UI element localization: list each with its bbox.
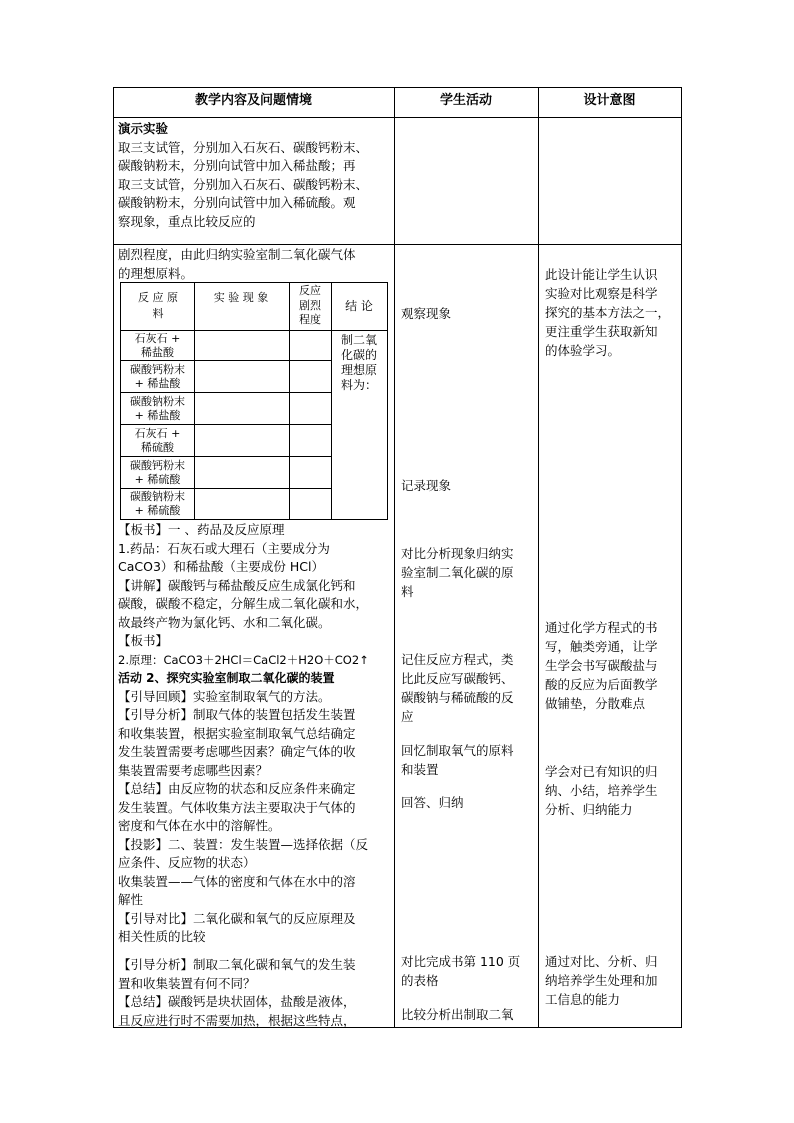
row2-intro-line: 的理想原料。 — [118, 265, 194, 281]
design-intent-line: 工信息的能力 — [545, 992, 621, 1007]
inner-row-material: + 稀盐酸 — [134, 409, 181, 422]
inner-conclusion-text: 料为： — [340, 378, 377, 392]
inner-row-material: 稀硫酸 — [141, 441, 174, 454]
inner-row-material: + 稀盐酸 — [134, 377, 181, 390]
content-line: 解性 — [118, 892, 144, 907]
student-activity-line: 对比分析现象归纳实 — [401, 546, 514, 561]
design-intent-line: 生学会书写碳酸盐与 — [545, 658, 658, 673]
student-activity-line: 观察现象 — [401, 306, 452, 321]
col-divider-2 — [538, 87, 539, 1028]
content-line: 和收集装置，根据实验室制取氧气总结确定 — [118, 725, 356, 741]
activity-2-title: 活动 2、探究实验室制取二氧化碳的装置 — [118, 671, 335, 685]
content-line: 发生装置需要考虑哪些因素？确定气体的收 — [118, 744, 356, 759]
inner-header-phenomenon: 实 验 现 象 — [213, 291, 269, 304]
content-line: 收集装置——气体的密度和气体在水中的溶 — [118, 873, 356, 889]
design-intent-line: 探究的基本方法之一， — [545, 305, 671, 320]
inner-header-conclusion: 结 论 — [345, 299, 373, 313]
inner-conclusion-text: 化碳的 — [340, 348, 377, 362]
design-intent-line: 分析、归纳能力 — [545, 802, 633, 817]
content-line: 【板书】一 、药品及反应原理 — [118, 522, 285, 537]
header-bottom-border — [113, 117, 682, 118]
content-line: 【总结】由反应物的状态和反应条件来确定 — [118, 781, 356, 796]
student-activity-line: 记住反应方程式，类 — [401, 652, 514, 667]
inner-row-material: 碳酸钠粉末 — [130, 395, 185, 408]
content-line: 碳酸，碳酸不稳定，分解生成二氧化碳和水， — [118, 596, 369, 611]
table-top-border — [113, 87, 682, 88]
student-activity-line: 料 — [401, 584, 414, 599]
design-intent-line: 实验对比观察是科学 — [545, 286, 658, 301]
inner-conclusion-text: 制二氧 — [340, 333, 377, 347]
student-activity-line: 碳酸钠与稀硫酸的反 — [401, 690, 514, 705]
content-line: 故最终产物为氯化钙、水和二氧化碳。 — [118, 614, 331, 630]
inner-row-material: 碳酸钙粉末 — [130, 459, 185, 472]
design-intent-line: 此设计能让学生认识 — [545, 267, 658, 282]
content-line: 【讲解】碳酸钙与稀盐酸反应生成氯化钙和 — [118, 577, 356, 593]
content-line: 发生装置。气体收集方法主要取决于气体的 — [118, 799, 356, 815]
content-line: CaCO3）和稀盐酸（主要成份 HCl） — [118, 559, 324, 574]
content-line: 应条件、反应物的状态） — [118, 855, 256, 870]
row1-line: 取三支试管，分别加入石灰石、碳酸钙粉末、 — [118, 176, 369, 192]
row2-intro-line: 剧烈程度，由此归纳实验室制二氧化碳气体 — [118, 247, 356, 262]
content-line: 集装置需要考虑哪些因素？ — [118, 762, 269, 778]
design-intent-line: 学会对已有知识的归 — [545, 764, 658, 779]
student-activity-line: 比较分析出制取二氧 — [401, 1007, 514, 1022]
design-intent-line: 纳培养学生处理和加 — [545, 973, 658, 988]
header-content-column: 教学内容及问题情境 — [194, 93, 312, 108]
design-intent-line: 纳、小结，培养学生 — [545, 783, 658, 798]
student-activity-line: 验室制二氧化碳的原 — [401, 565, 514, 580]
inner-header-intensity: 反应剧烈程度 — [299, 284, 321, 326]
content-line: 【引导分析】制取二氧化碳和氧气的发生装 — [118, 957, 356, 972]
student-activity-line: 和装置 — [401, 762, 439, 777]
design-intent-line: 写，触类旁通，让学 — [545, 639, 658, 654]
content-line: 【板书】 — [118, 633, 169, 648]
design-intent-line: 通过化学方程式的书 — [545, 620, 658, 635]
table-right-border — [681, 87, 682, 1028]
content-line: 【引导对比】二氧化碳和氧气的反应原理及 — [118, 910, 356, 926]
inner-header-material: 反 应 原 料 — [138, 291, 178, 320]
inner-row-material: 稀盐酸 — [141, 346, 174, 359]
row1-line: 碳酸钠粉末，分别向试管中加入稀盐酸；再 — [118, 158, 356, 173]
design-intent-line: 通过对比、分析、归 — [545, 954, 658, 969]
reaction-equation: 2.原理：CaCO3＋2HCl＝CaCl2＋H2O＋CO2↑ — [118, 652, 369, 667]
design-intent-line: 做铺垫，分散难点 — [545, 696, 646, 711]
student-activity-line: 回忆制取氧气的原料 — [401, 743, 514, 758]
inner-row-material: + 稀硫酸 — [134, 473, 181, 486]
row1-line: 碳酸钠粉末，分别向试管中加入稀硫酸。观 — [118, 195, 356, 210]
student-activity-line: 比此反应写碳酸钙、 — [401, 671, 514, 686]
inner-row-material: 石灰石 + — [134, 332, 181, 345]
student-activity-line: 的表格 — [401, 973, 439, 988]
inner-row-material: + 稀硫酸 — [134, 504, 181, 517]
inner-row-material: 碳酸钠粉末 — [130, 490, 185, 503]
content-line: 且反应进行时不需要加热，根据这些特点， — [118, 1012, 356, 1028]
demo-experiment-title: 演示实验 — [118, 121, 169, 136]
header-design-column: 设计意图 — [583, 93, 636, 108]
content-line: 1.药品：石灰石或大理石（主要成分为 — [118, 540, 330, 556]
inner-row-material: 石灰石 + — [134, 427, 181, 440]
student-activity-line: 记录现象 — [401, 478, 452, 493]
row1-bottom-border — [113, 244, 682, 245]
student-activity-line: 应 — [401, 709, 414, 724]
header-student-column: 学生活动 — [439, 93, 492, 108]
inner-row-material: 碳酸钙粉末 — [130, 363, 185, 376]
design-intent-line: 更注重学生获取新知 — [545, 324, 658, 339]
table-left-border — [113, 87, 114, 1028]
content-line: 置和收集装置有何不同？ — [118, 975, 256, 991]
row1-line: 取三支试管，分别加入石灰石、碳酸钙粉末、 — [118, 139, 369, 155]
content-line: 相关性质的比较 — [118, 929, 206, 944]
content-line: 【引导分析】制取气体的装置包括发生装置 — [118, 707, 356, 722]
content-line: 【投影】二、装置：发生装置—选择依据（反 — [118, 836, 369, 852]
design-intent-line: 酸的反应为后面教学 — [545, 677, 658, 692]
col-divider-1 — [394, 87, 395, 1028]
content-line: 【总结】碳酸钙是块状固体，盐酸是液体， — [118, 994, 356, 1009]
inner-conclusion-text: 理想原 — [340, 363, 377, 377]
student-activity-line: 回答、归纳 — [401, 795, 464, 810]
content-line: 【引导回顾】实验室制取氧气的方法。 — [118, 688, 331, 704]
row1-line: 察现象，重点比较反应的 — [118, 213, 256, 229]
design-intent-line: 的体验学习。 — [545, 343, 621, 358]
student-activity-line: 对比完成书第 110 页 — [401, 954, 521, 969]
content-line: 密度和气体在水中的溶解性。 — [118, 818, 281, 833]
